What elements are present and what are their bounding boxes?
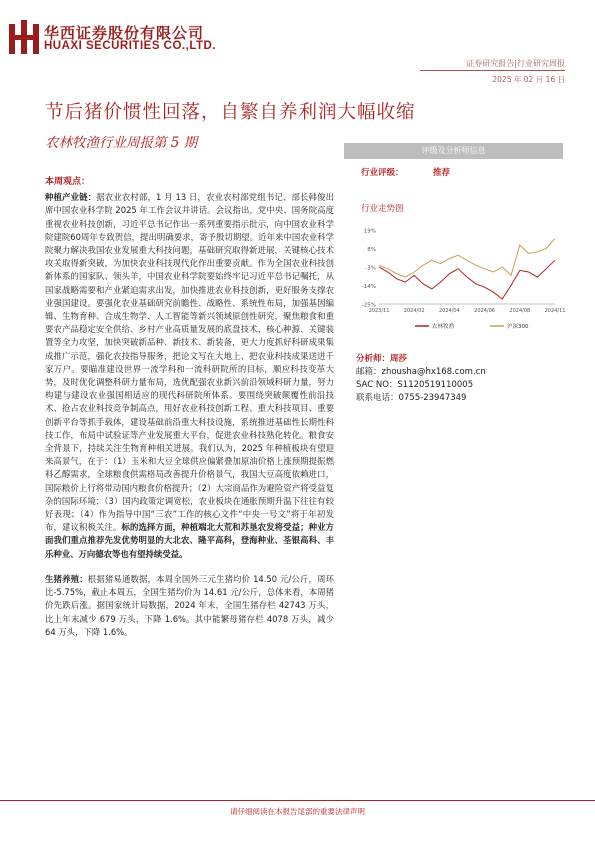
x-tick-label: 2024/06	[474, 308, 495, 314]
series-line-2	[379, 238, 555, 277]
paragraph-lead: 生猪养殖：	[45, 573, 88, 584]
x-tick-label: 2024/08	[509, 308, 531, 314]
y-tick-label: 19%	[363, 228, 376, 235]
analyst-name: 分析师：周莎	[356, 354, 408, 364]
x-tick-label: 2024/11	[544, 308, 565, 314]
x-tick-label: 2024/02	[403, 308, 425, 314]
rating-value: 推荐	[433, 168, 451, 178]
report-date: 2025 年 02 月 16 日	[492, 75, 565, 84]
footer-divider	[0, 800, 595, 801]
page-title: 节后猪价惯性回落，自繁自养利润大幅收缩	[45, 102, 416, 123]
paragraph-bold: 标的选择方面，种植端北大荒和苏垦农发将受益；种业方面我们重点推荐先发优势明显的大北农、隆平高科，登海种业、荃银高科、丰乐种业、万向德农等也有望持续受益。	[45, 522, 335, 559]
legend-label: 沪深300	[507, 324, 529, 330]
analyst-email: 邮箱：zhousha@hx168.com.cn	[356, 367, 486, 377]
paragraph-text: 根据猪易通数据，本周全国外三元生猪均价 14.50 元/公斤，周环比-5.75%，截止本周五，全国生猪均价为 14.61 元/公斤，总体来看，本周猪价先跌后涨。据国家统计局数据，2024 年末，全国生猪存栏 42743 万头，比上年末减少 679 万头，下降 1.6%。其中能繁母猪存栏 4078 万头，减少 64 万头，下降 1.6%。	[45, 573, 335, 637]
x-tick-label: 2024/04	[439, 308, 460, 314]
legend-label: 农林牧渔	[432, 324, 455, 330]
analyst-phone: 联系电话：0755-23947349	[356, 393, 467, 403]
paragraph-lead: 种植产业链：	[45, 192, 97, 203]
section-heading: 本周观点：	[45, 177, 91, 187]
brand-name-cn: 华西证券股份有限公司	[44, 24, 205, 42]
x-tick-label: 2023/11	[368, 308, 390, 314]
report-body	[45, 176, 334, 639]
paragraph-text: 据农业农村部，1 月 13 日，农业农村部党组书记、部长韩俊出席中国农业科学院 2025 年工作会议并讲话。会议指出，党中央、国务院高度重视农业科技创新，习近平总书记作出一系列重要指示批示，向中国农业科学院建院60周年专致贺信，提出明确要求，寄予殷切期望。近年来中国农业科学院聚力解决我国农业发展重大科技问题，基础研究取得新进展，关键核心技术攻关取得新突破，为加快农业科技现代化作出重要贡献。作为全国农业科技创新体系的国家队、领头羊，中国农业科学院要始终牢记习近平总书记嘱托，从国家战略需要和产业紧迫需求出发，加快推进农业科技创新，更好服务支撑农业强国建设。要强化农业基础研究前瞻性、战略性、系统性布局，加强基因编辑、生物育种、合成生物学、人工智能等新兴领域原创性研究，聚焦粮食和重要农产品稳定安全供给、乡村产业高质量发展的底盘技术、核心种源、关键装置等全力攻坚，加快突破新品种、新技术、新装备，更大力度抓好科研成果集成推广示范，强化农技指导服务，把论文写在大地上、把农业科技成果送进千家万户。要瞄准建设世界一流学科和一流科研院所的目标，顺应科技变革大势，及时优化调整科研力量布局，选优配强农业新兴前沿领域科研力量，努力构建与建设农业强国相适应的现代科研院所体系。要围绕突破颠覆性前沿技术、抢占农业科技竞争制高点，用好农业科技创新工程、重大科技项目、重要创新平台等抓手载体，建设基础前沿重大科技设施，系统推进基础性长期性科技工作，布局中试验证等产业发展重大平台，促进农业科技熟化转化。粮食安全背景下，持续关注生物育种相关进展。我们认为，2025 年种植板块有望迎来高景气，在于：（1）玉米和大豆全球供应偏紧叠加原油价格上涨预期提振燃料乙醇需求，全球粮食供需格局改善提升价格景气，我国大豆高度依赖进口，国际粮价上行将带动国内粮食价格提升；（2）大宗商品作为避险资产将受益复杂的国际环境；（3）国内政策定调宽松，农业板块在通胀预期升温下往往有较好表现；（4）作为指导中国“三农”工作的核心文件“中央一号文”将于年初发布，建议积极关注。	[45, 192, 334, 533]
industry-trend-chart	[355, 224, 565, 334]
huaxi-logo-icon	[9, 20, 39, 54]
paragraph-planting	[45, 191, 334, 561]
rating-label: 行业评级：	[361, 168, 404, 178]
y-tick-label: 8%	[367, 247, 376, 253]
analyst-info	[356, 353, 486, 405]
sidebar-section-title: 评级及分析师信息	[344, 143, 563, 159]
analyst-sac: SAC NO：S1120519110005	[356, 380, 474, 390]
brand-name-en: HUAXI SECURITIES CO.,LTD.	[44, 40, 217, 52]
trend-chart-title: 行业走势图	[361, 204, 404, 214]
page-subtitle: 农林牧渔行业周报第 5 期	[45, 135, 198, 151]
series-line-1	[379, 260, 555, 299]
y-tick-label: -25%	[361, 302, 376, 309]
report-type: 证券研究报告|行业研究周报	[466, 59, 565, 68]
y-tick-label: -14%	[361, 284, 376, 290]
footer-disclaimer: 请仔细阅读在本报告尾部的重要法律声明	[230, 807, 365, 816]
header-divider	[420, 70, 565, 71]
y-tick-label: -3%	[365, 265, 376, 272]
paragraph-hog	[45, 573, 334, 639]
